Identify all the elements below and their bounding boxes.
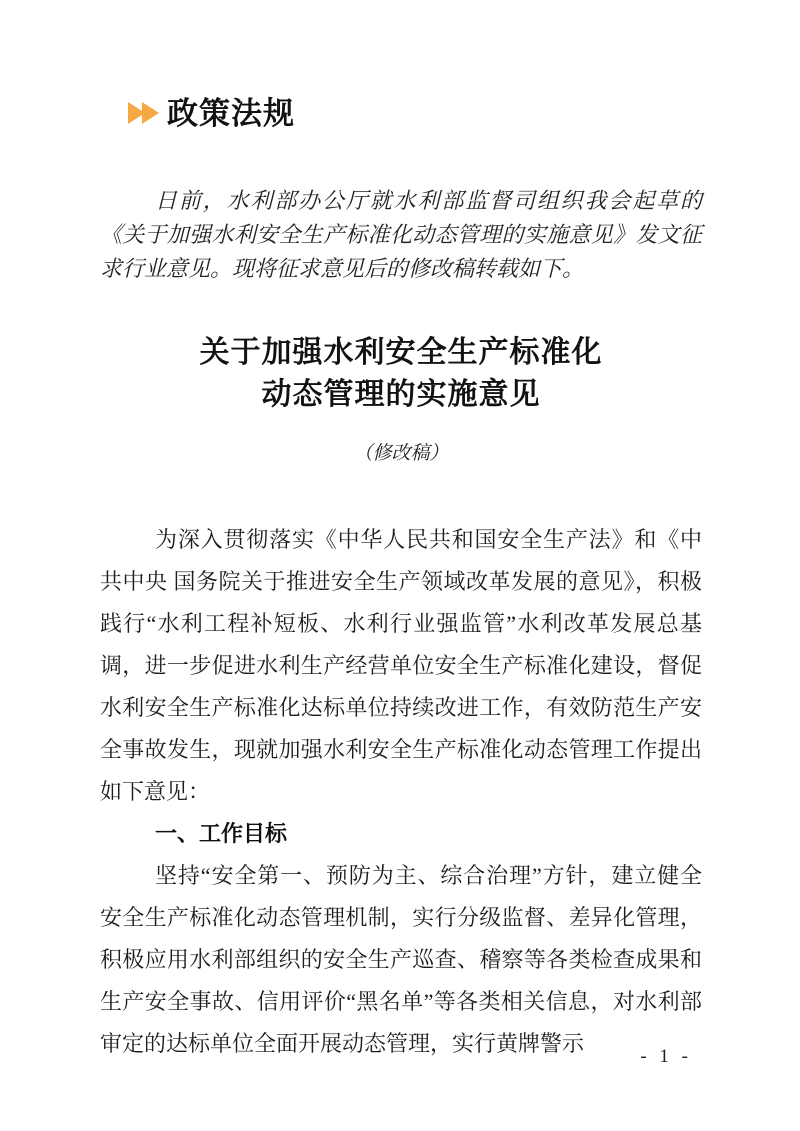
body-paragraph-2: 坚持“安全第一、预防为主、综合治理”方针，建立健全安全生产标准化动态管理机制，实行分级监督、差异化管理，积极应用水利部组织的安全生产巡查、稽察等各类检查成果和生产安全事故、信用评价“黑名单”等各类相关信息，对水利部审定的达标单位全面开展动态管理，实行黄牌警示 (100, 863, 702, 1056)
document-title (100, 332, 702, 416)
double-arrow-right-icon (128, 102, 159, 124)
arrow-right-icon (142, 102, 159, 124)
section-heading-work-goals: 一、工作目标 (155, 821, 288, 846)
section-header (100, 94, 702, 132)
page-content (100, 0, 702, 1065)
section-title: 政策法规 (167, 95, 295, 131)
document-title-line1: 关于加强水利安全生产标准化 (199, 336, 603, 369)
document-title-line2: 动态管理的实施意见 (261, 378, 541, 411)
intro-paragraph: 日前，水利部办公厅就水利部监督司组织我会起草的《关于加强水利安全生产标准化动态管理的实施意见》发文征求行业意见。现将征求意见后的修改稿转载如下。 (100, 188, 702, 281)
page-number: - 1 - (640, 1046, 692, 1067)
body-paragraph-1: 为深入贯彻落实《中华人民共和国安全生产法》和《中共中央 国务院关于推进安全生产领域改革发展的意见》，积极践行“水利工程补短板、水利行业强监管”水利改革发展总基调，进一步促进水利生产经营单位安全生产标准化建设，督促水利安全生产标准化达标单位持续改进工作，有效防范生产安全事故发生，现就加强水利安全生产标准化动态管理工作提出如下意见： (100, 527, 702, 804)
document-subtitle: （修改稿） (353, 443, 449, 464)
